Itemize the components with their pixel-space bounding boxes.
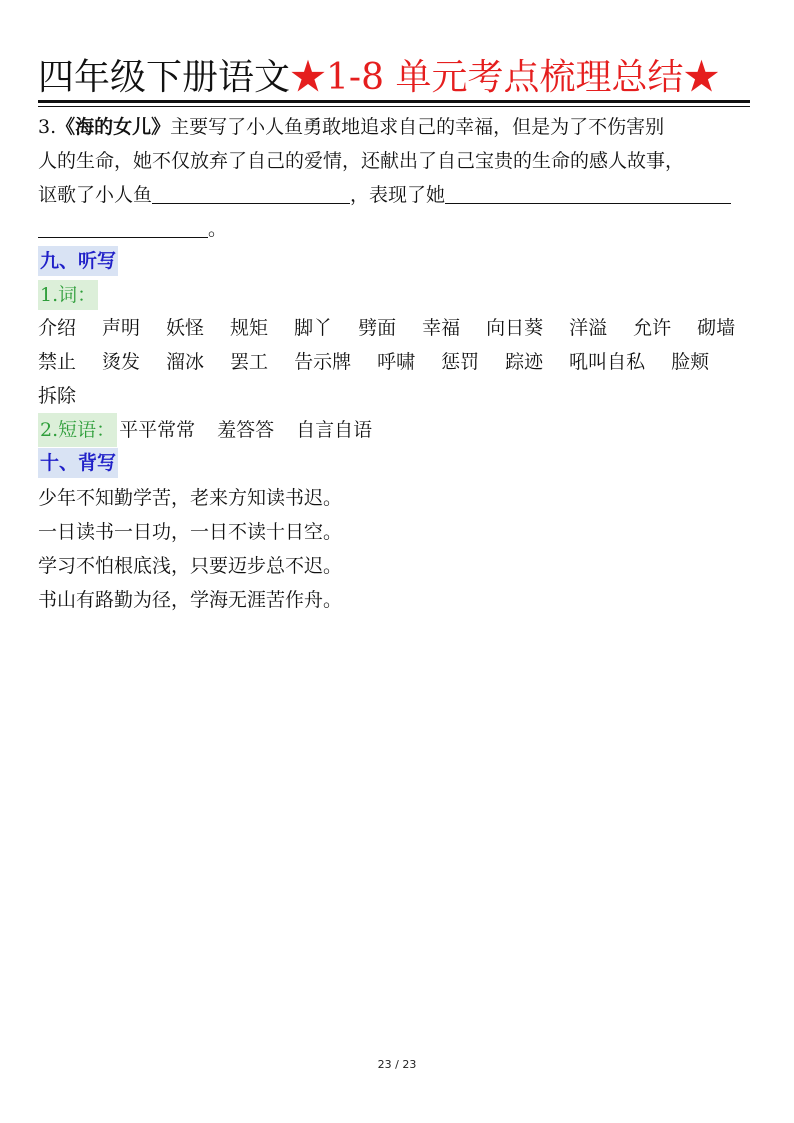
phrases-row: [38, 413, 372, 447]
dictation-phrase: 羞答答: [217, 419, 275, 441]
q3-number: 3.: [38, 116, 57, 138]
q3-text-3a: 讴歌了小人鱼: [38, 184, 153, 206]
page-title: [38, 54, 750, 102]
title-rule-thin: [38, 106, 750, 107]
answer-blank-1[interactable]: [152, 181, 350, 204]
star-icon: ★: [290, 57, 327, 98]
dictation-word: 罢工: [230, 351, 269, 373]
recitation-line: 学习不怕根底浅，只要迈步总不迟。: [38, 555, 343, 577]
phrases-label: 2.短语：: [38, 413, 117, 447]
q3-line2: 人的生命，她不仅放弃了自己的爱情，还献出了自己宝贵的生命的感人故事，: [38, 150, 685, 172]
section-9-heading: 九、听写: [38, 246, 118, 276]
q3-text-4: 。: [208, 218, 228, 240]
dictation-word: 规矩: [230, 317, 269, 339]
dictation-word: 烫发: [102, 351, 141, 373]
recitation-block: [38, 481, 342, 617]
recitation-line: 一日读书一日功，一日不读十日空。: [38, 521, 343, 543]
dictation-word: 劈面: [358, 317, 397, 339]
q3-text-1: 主要写了小人鱼勇敢地追求自己的幸福，但是为了不伤害别: [170, 116, 665, 138]
dictation-word: 介绍: [38, 317, 77, 339]
title-main: 四年级下册语文: [38, 57, 291, 98]
recitation-line: 少年不知勤学苦，老来方知读书迟。: [38, 487, 343, 509]
section-10-heading: 十、背写: [38, 448, 118, 478]
q3-line4: [38, 212, 768, 246]
recitation-line: 书山有路勤为径，学海无涯苦作舟。: [38, 589, 343, 611]
dictation-word: 砌墙: [697, 317, 736, 339]
q3-line3: [38, 178, 768, 212]
dictation-word: 吼叫自私: [569, 351, 646, 373]
dictation-word: 禁止: [38, 351, 77, 373]
title-sub: 1-8 单元考点梳理总结: [326, 57, 684, 98]
dictation-word: 惩罚: [441, 351, 480, 373]
dictation-word: 踪迹: [505, 351, 544, 373]
dictation-word: 溜冰: [166, 351, 205, 373]
star-icon: ★: [683, 57, 720, 98]
question-3: [38, 110, 768, 246]
answer-blank-2[interactable]: [445, 181, 731, 204]
page-number: 23 / 23: [377, 1058, 417, 1071]
q3-text-3b: ，表现了她: [350, 184, 446, 206]
words-row-3: [38, 379, 76, 413]
dictation-phrase: 平平常常: [119, 419, 196, 441]
dictation-word: 妖怪: [166, 317, 205, 339]
dictation-word: 告示牌: [294, 351, 352, 373]
words-row-1: [38, 311, 735, 345]
q3-line1: [38, 110, 768, 144]
dictation-word: 脸颊: [671, 351, 710, 373]
dictation-word: 幸福: [422, 317, 461, 339]
words-label: 1.词：: [38, 280, 98, 310]
dictation-word: 洋溢: [569, 317, 608, 339]
q3-book-title: 《海的女儿》: [56, 116, 171, 138]
title-rule-thick: [38, 100, 750, 103]
dictation-word: 向日葵: [486, 317, 544, 339]
dictation-phrase: 自言自语: [296, 419, 373, 441]
answer-blank-3[interactable]: [38, 215, 208, 238]
words-row-2: [38, 345, 709, 379]
dictation-word: 脚丫: [294, 317, 333, 339]
dictation-word: 声明: [102, 317, 141, 339]
dictation-word: 呼啸: [377, 351, 416, 373]
dictation-word: 拆除: [38, 385, 77, 407]
dictation-word: 允许: [633, 317, 672, 339]
